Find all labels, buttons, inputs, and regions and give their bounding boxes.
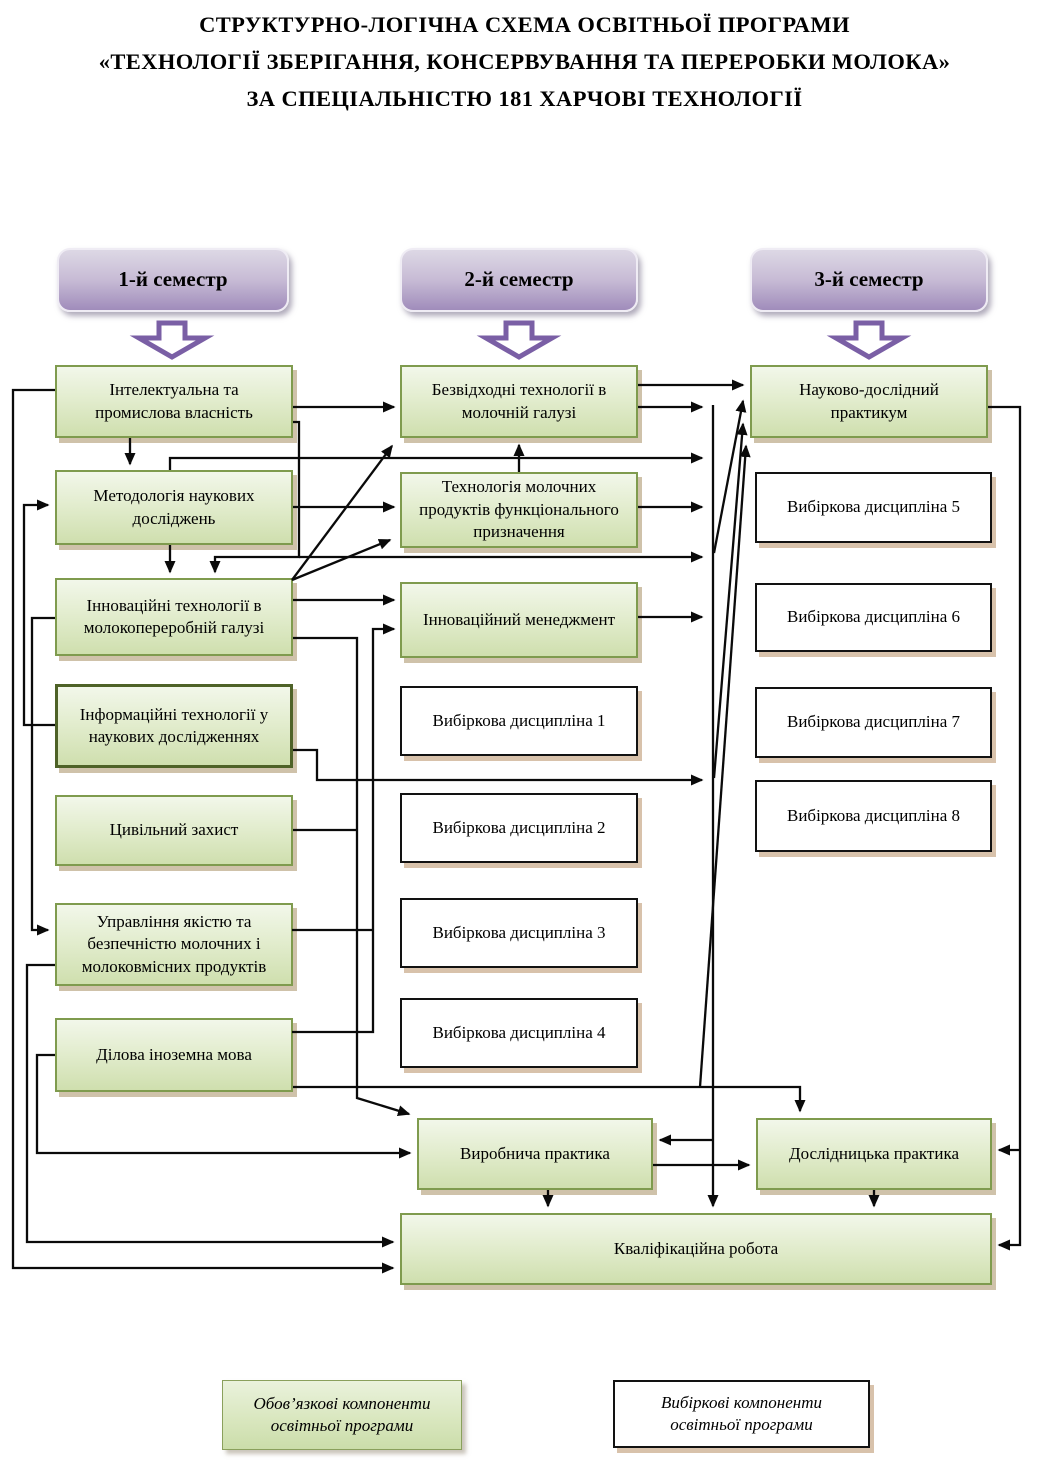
box-research-practice	[756, 1118, 992, 1190]
legend-mandatory-components-label: Обов’язкові компоненти освітньої програми	[253, 1393, 431, 1435]
legend-mandatory-components	[222, 1380, 462, 1450]
arrow-b2-to-collector	[170, 458, 702, 470]
arrow-diagonal-to-r1-c	[700, 446, 746, 1087]
box-waste-free-technologies	[400, 365, 638, 438]
semester-3-header-label: 3-й семестр	[814, 267, 924, 292]
box-business-foreign-language-label: Ділова іноземна мова	[96, 1044, 252, 1064]
box-quality-safety-management-label: Управління якістю та безпечністю молочних і молоковмісних продуктів	[81, 911, 267, 976]
arrow-b3-to-m2-diagonal	[292, 540, 390, 580]
box-functional-dairy-products-label: Технологія молочних продуктів функціонального призначення	[419, 477, 619, 542]
semester-2-header-label: 2-й семестр	[464, 267, 574, 292]
arrow-b3-to-p1	[293, 638, 409, 1114]
arrow-b6-to-q	[27, 965, 393, 1242]
title-line-2: «ТЕХНОЛОГІЇ ЗБЕРІГАННЯ, КОНСЕРВУВАННЯ ТА ПЕРЕРОБКИ МОЛОКА»	[98, 49, 951, 74]
box-elective-discipline-2-label: Вибіркова дисципліна 2	[432, 817, 606, 837]
box-elective-discipline-1-label: Вибіркова дисципліна 1	[432, 710, 606, 730]
box-elective-discipline-3	[400, 898, 638, 968]
box-innovative-dairy-technologies	[55, 578, 293, 656]
box-innovation-management	[400, 582, 638, 658]
box-elective-discipline-7	[755, 687, 992, 758]
box-civil-protection-label: Цивільний захист	[109, 820, 239, 840]
box-elective-discipline-3-label: Вибіркова дисципліна 3	[432, 922, 606, 942]
box-research-practice-label: Дослідницька практика	[788, 1143, 960, 1163]
box-waste-free-technologies-label: Безвідходні технології в молочній галузі	[431, 380, 607, 422]
arrow-b3-to-m1-diagonal	[292, 446, 392, 580]
box-functional-dairy-products	[400, 472, 638, 548]
box-elective-discipline-4-label: Вибіркова дисципліна 4	[432, 1022, 606, 1042]
semester-2-down-arrow	[486, 323, 552, 357]
arrow-diagonal-to-r1-a	[714, 401, 743, 553]
arrow-diagonal-to-r1-b	[714, 424, 743, 778]
box-elective-discipline-1	[400, 686, 638, 756]
box-qualification-work-label: Кваліфікаційна робота	[613, 1238, 779, 1258]
legend-elective-components	[613, 1380, 870, 1448]
legend-elective-components-label: Вибіркові компоненти освітньої програми	[660, 1392, 822, 1434]
semester-3-header	[750, 248, 988, 312]
box-elective-discipline-5	[755, 472, 992, 543]
title-line-3: ЗА СПЕЦІАЛЬНІСТЮ 181 ХАРЧОВІ ТЕХНОЛОГІЇ	[246, 86, 803, 111]
box-business-foreign-language	[55, 1018, 293, 1092]
semester-1-header-label: 1-й семестр	[118, 267, 228, 292]
box-it-in-research	[55, 684, 293, 768]
box-innovation-management-label: Інноваційний менеджмент	[422, 609, 616, 629]
semester-1-down-arrow	[139, 323, 205, 357]
box-civil-protection	[55, 795, 293, 866]
box-elective-discipline-6	[755, 583, 992, 652]
box-research-practicum	[750, 365, 988, 438]
arrow-b4-to-b2	[24, 505, 55, 725]
box-elective-discipline-5-label: Вибіркова дисципліна 5	[787, 497, 960, 517]
semester-2-header	[400, 248, 638, 312]
box-innovative-dairy-technologies-label: Інноваційні технології в молокопереробній галузі	[83, 595, 265, 637]
box-elective-discipline-7-label: Вибіркова дисципліна 7	[787, 712, 960, 732]
box-elective-discipline-6-label: Вибіркова дисципліна 6	[787, 607, 960, 627]
semester-down-arrows	[139, 323, 902, 357]
arrow-b7-to-p2	[293, 1087, 800, 1111]
arrow-r1-to-q	[988, 407, 1020, 1245]
box-it-in-research-label: Інформаційні технології у наукових дослідженнях	[79, 704, 269, 746]
page-title	[0, 6, 1049, 117]
semester-1-header	[57, 248, 289, 312]
box-research-practicum-label: Науково-дослідний практикум	[799, 380, 939, 422]
box-production-practice-label: Виробнича практика	[460, 1143, 610, 1163]
box-qualification-work	[400, 1213, 992, 1285]
box-quality-safety-management	[55, 903, 293, 986]
box-elective-discipline-8	[755, 780, 992, 852]
arrow-b3-to-b6	[32, 618, 55, 930]
box-production-practice	[417, 1118, 653, 1190]
box-elective-discipline-4	[400, 998, 638, 1068]
box-intellectual-industrial-property-label: Інтелектуальна та промислова власність	[95, 380, 253, 422]
box-research-methodology-label: Методологія наукових досліджень	[93, 486, 255, 528]
arrow-b7-to-m3	[292, 629, 394, 1032]
semester-3-down-arrow	[836, 323, 902, 357]
title-line-1: СТРУКТУРНО-ЛОГІЧНА СХЕМА ОСВІТНЬОЇ ПРОГРАМИ	[199, 12, 850, 37]
box-elective-discipline-8-label: Вибіркова дисципліна 8	[787, 805, 960, 825]
box-intellectual-industrial-property	[55, 365, 293, 438]
box-research-methodology	[55, 470, 293, 545]
box-elective-discipline-2	[400, 793, 638, 863]
